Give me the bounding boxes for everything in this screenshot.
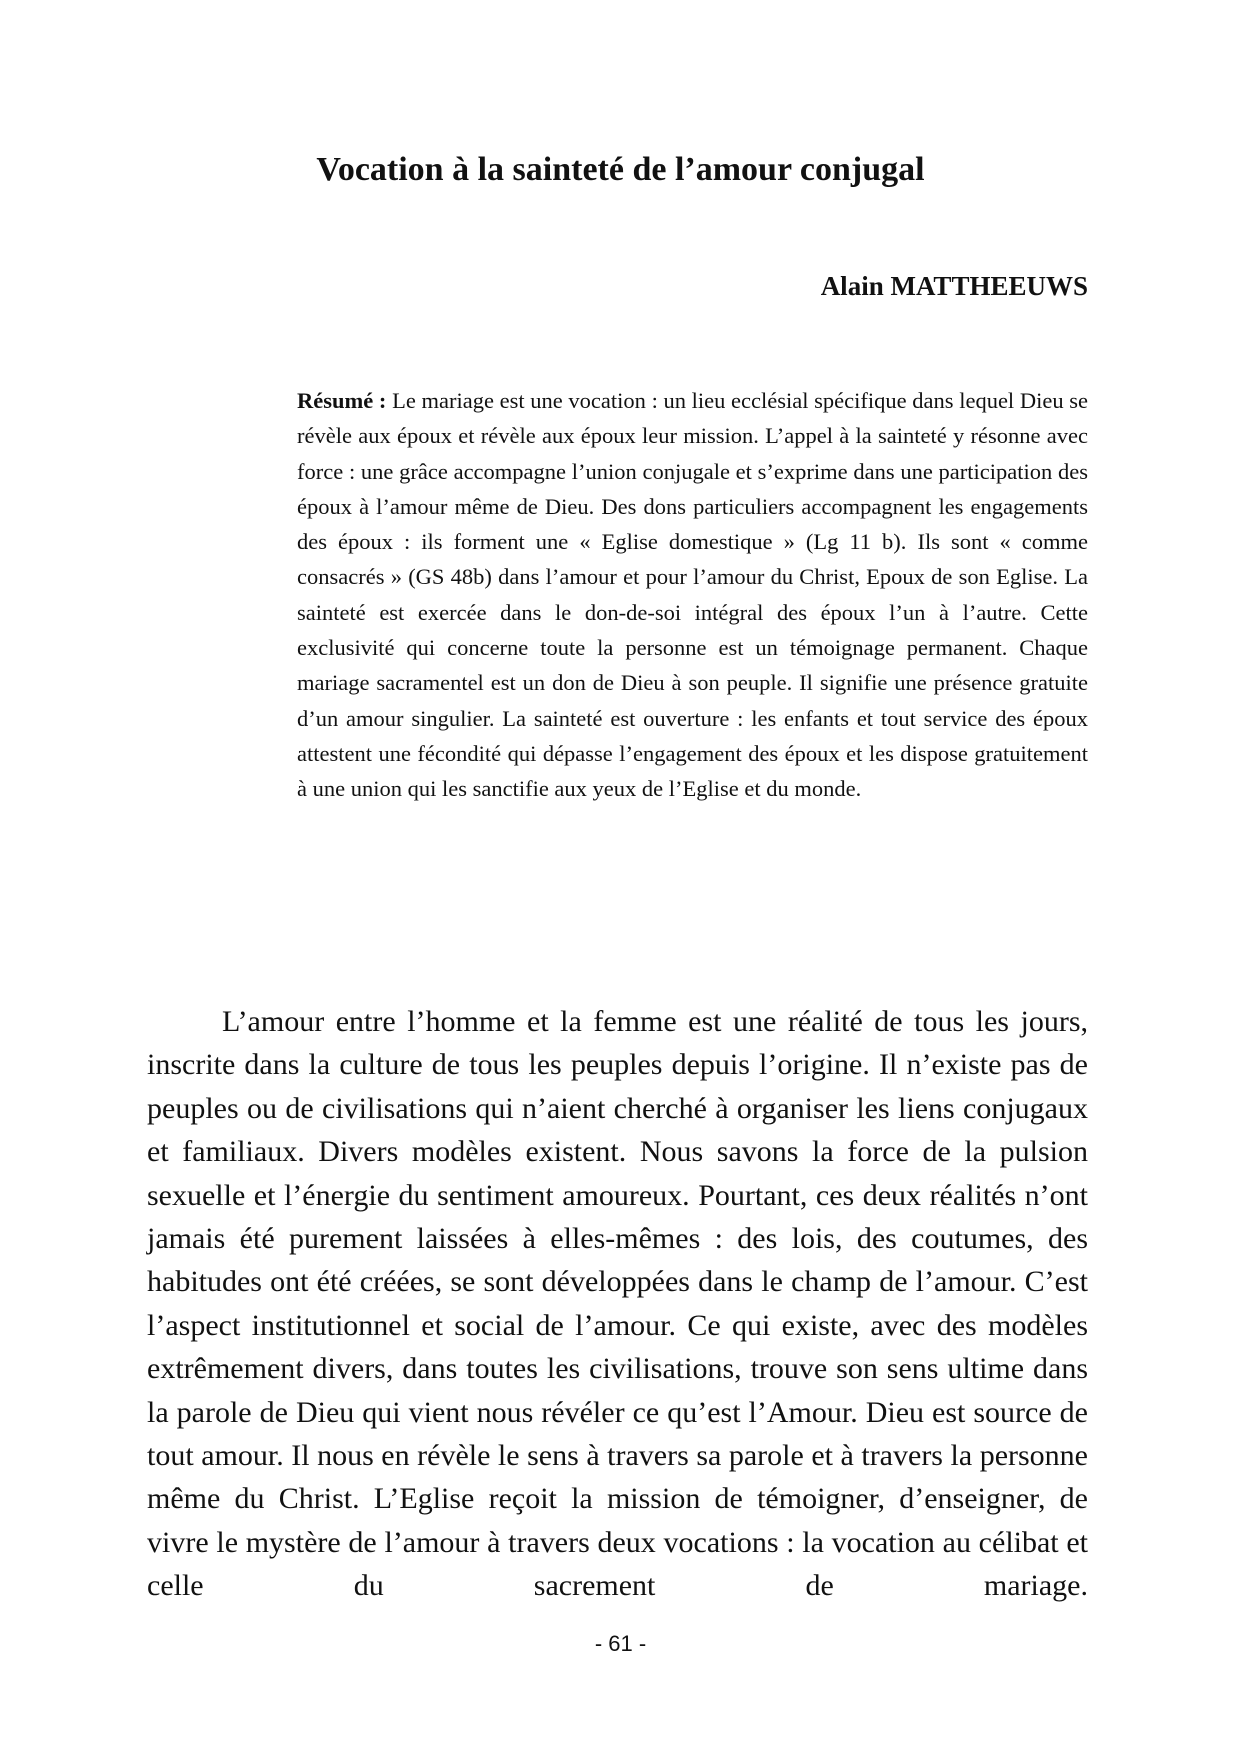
author-name: Alain MATTHEEUWS [820,271,1088,301]
article-title: Vocation à la sainteté de l’amour conjugal [316,151,925,188]
abstract-label: Résumé : [297,388,387,413]
page-number: - 61 - [594,1631,647,1656]
abstract [297,383,1088,807]
body-paragraph: L’amour entre l’homme et la femme est une réalité de tous les jours, inscrite dans la culture de tous les peuples depuis l’origine. Il n’existe pas de peuples ou de civilisations qui n’aient cherché à organiser les liens conjugaux et familiaux. Divers modèles existent. Nous savons la force de la pulsion sexuelle et l’énergie du sentiment amoureux. Pourtant, ces deux réalités n’ont jamais été purement laissées à elles-mêmes : des lois, des coutumes, des habitudes ont été créées, se sont développées dans le champ de l’amour. C’est l’aspect institutionnel et social de l’amour. Ce qui existe, avec des modèles extrêmement divers, dans toutes les civilisations, trouve son sens ultime dans la parole de Dieu qui vient nous révéler ce qu’est l’Amour. Dieu est source de tout amour. Il nous en révèle le sens à travers sa parole et à travers la personne même du Christ. L’Eglise reçoit la mission de témoigner, d’enseigner, de vivre le mystère de l’amour à travers deux vocations : la vocation au célibat et celle du sacrement de mariage. [147,1005,1088,1603]
abstract-text: Le mariage est une vocation : un lieu ecclésial spécifique dans lequel Dieu se révèle aux époux et révèle aux époux leur mission. L’appel à la sainteté y résonne avec force : une grâce accompagne l’union conjugale et s’exprime dans une participation des époux à l’amour même de Dieu. Des dons particuliers accompagnent les engagements des époux : ils forment une « Eglise domestique » (Lg 11 b). Ils sont « comme consacrés » (GS 48b) dans l’amour et pour l’amour du Christ, Epoux de son Eglise. La sainteté est exercée dans le don-de-soi intégral des époux l’un à l’autre. Cette exclusivité qui concerne toute la personne est un témoignage permanent. Chaque mariage sacramentel est un don de Dieu à son peuple. Il signifie une présence gratuite d’un amour singulier. La sainteté est ouverture : les enfants et tout service des époux attestent une fécondité qui dépasse l’engagement des époux et les dispose gratuitement à une union qui les sanctifie aux yeux de l’Eglise et du monde. [297,388,1089,802]
